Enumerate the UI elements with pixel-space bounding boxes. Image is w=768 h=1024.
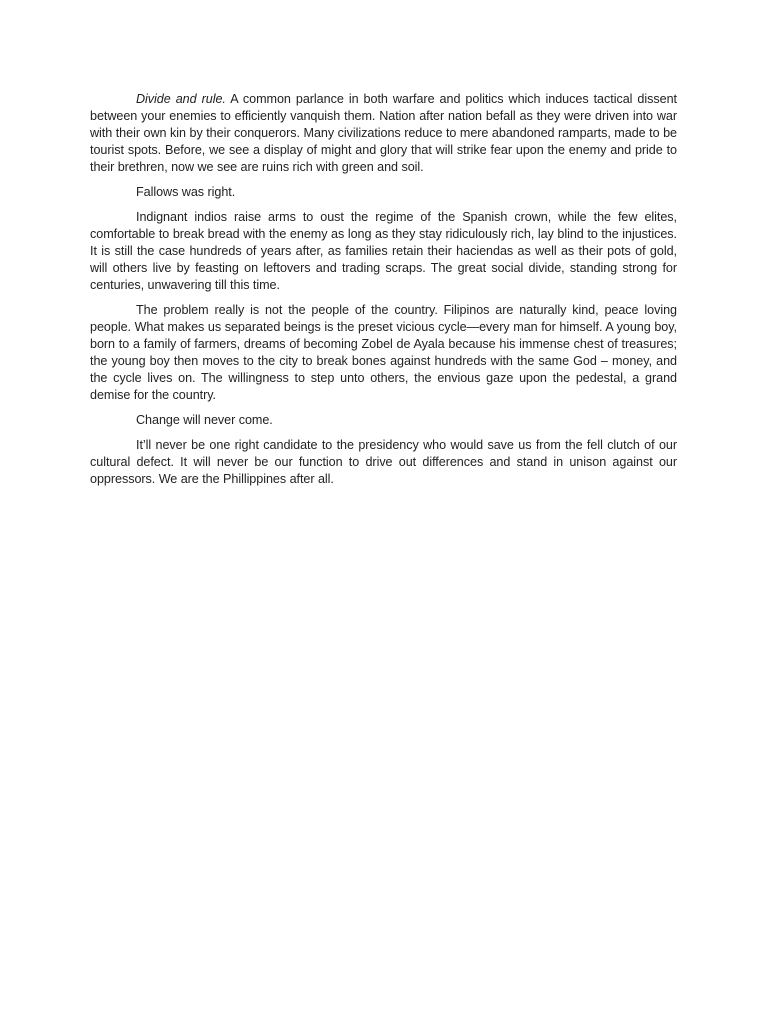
paragraph-1 [90, 91, 677, 176]
paragraph-3: Indignant indios raise arms to oust the regime of the Spanish crown, while the few elites, comfortable to break bread with the enemy as long as they stay ridiculously rich, lay blind to the injustices. It is still the case hundreds of years after, as families retain their haciendas as well as their pots of gold, will others live by feasting on leftovers and trading scraps. The great social divide, standing strong for centuries, unwavering till this time. [90, 210, 677, 292]
paragraph-1-text: A common parlance in both warfare and politics which induces tactical dissent between your enemies to efficiently vanquish them. Nation after nation befall as they were driven into war with their own kin by their conquerors. Many civilizations reduce to mere abandoned ramparts, made to be tourist spots. Before, we see a display of might and glory that will strike fear upon the enemy and pride to their brethren, now we see are ruins rich with green and soil. [90, 92, 677, 174]
paragraph-4: The problem really is not the people of the country. Filipinos are naturally kind, peace loving people. What makes us separated beings is the preset vicious cycle—every man for himself. A young boy, born to a family of farmers, dreams of becoming Zobel de Ayala because his immense chest of treasures; the young boy then moves to the city to break bones against hundreds with the same God – money, and the cycle lives on. The willingness to step unto others, the envious gaze upon the pedestal, a grand demise for the country. [90, 303, 677, 402]
paragraph-2: Fallows was right. [136, 185, 236, 199]
paragraph-6: It’ll never be one right candidate to the presidency who would save us from the fell clutch of our cultural defect. It will never be our function to drive out differences and stand in unison against our oppressors. We are the Phillippines after all. [90, 438, 677, 486]
paragraph-5: Change will never come. [136, 413, 273, 427]
document-body [90, 91, 677, 496]
paragraph-1-lead-phrase: Divide and rule. [136, 92, 226, 106]
